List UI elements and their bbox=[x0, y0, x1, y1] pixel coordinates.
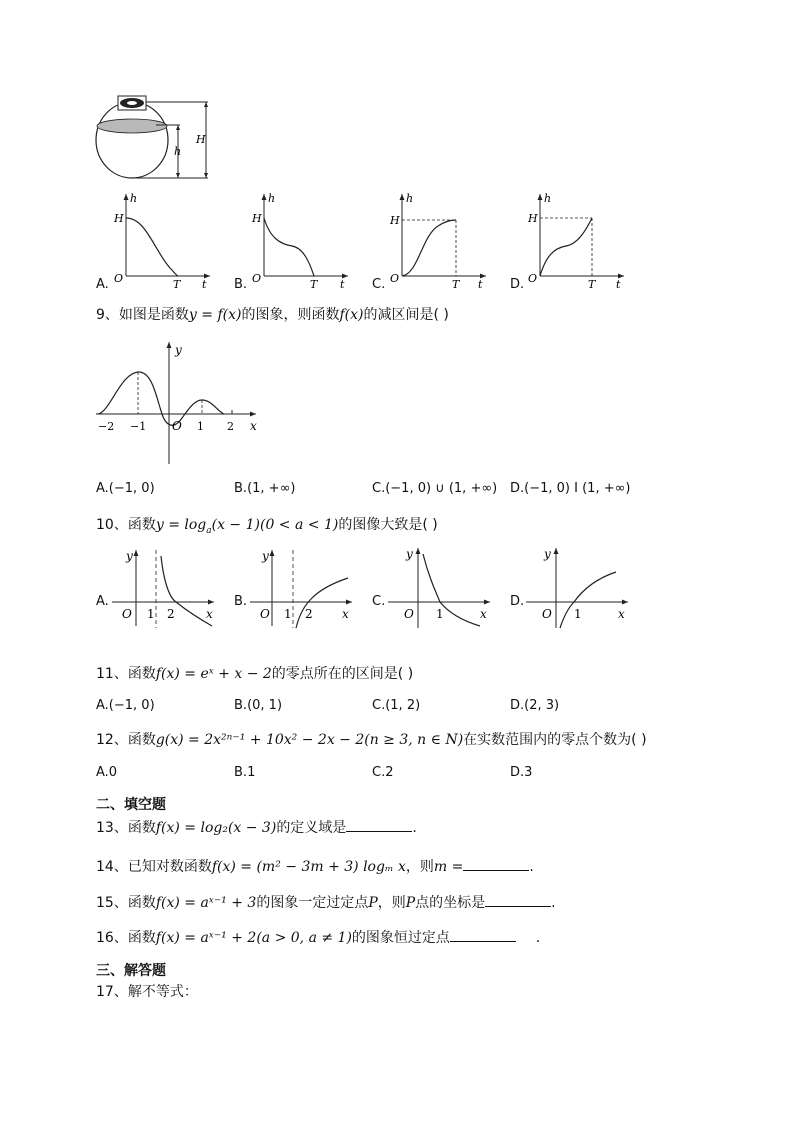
svg-text:1: 1 bbox=[574, 607, 582, 621]
q14-stem: 14、已知对数函数f(x) = (m² − 3m + 3) logₘ x，则m = . bbox=[96, 856, 534, 876]
q13-answer-blank[interactable] bbox=[346, 817, 412, 832]
q11-option-b[interactable]: B.(0, 1) bbox=[234, 698, 283, 713]
q12-option-c[interactable]: C.2 bbox=[372, 765, 394, 780]
q11-option-c[interactable]: C.(1, 2) bbox=[372, 698, 421, 713]
svg-text:x: x bbox=[480, 607, 487, 621]
svg-text:H: H bbox=[252, 212, 262, 225]
q13-stem: 13、函数f(x) = log₂(x − 3)的定义域是 . bbox=[96, 817, 417, 837]
svg-text:H: H bbox=[390, 214, 400, 227]
q10-graph-a bbox=[110, 546, 220, 632]
q15-answer-blank[interactable] bbox=[485, 892, 551, 907]
q8-option-c[interactable]: C. bbox=[372, 277, 386, 292]
svg-text:2: 2 bbox=[227, 420, 234, 433]
svg-text:O: O bbox=[260, 607, 270, 621]
q9-option-c[interactable]: C.(−1, 0) ∪ (1, +∞) bbox=[372, 481, 498, 496]
svg-text:y: y bbox=[544, 547, 551, 561]
svg-text:t: t bbox=[340, 278, 345, 290]
q8-option-d[interactable]: D. bbox=[510, 277, 525, 292]
q17-stem: 17、解不等式： bbox=[96, 984, 198, 1000]
section-solve-title: 三、解答题 bbox=[96, 963, 166, 979]
label-h: h bbox=[174, 145, 182, 158]
q9-option-d[interactable]: D.(−1, 0) I (1, +∞) bbox=[510, 481, 631, 496]
q11-option-d[interactable]: D.(2, 3) bbox=[510, 698, 560, 713]
q8-graph-a bbox=[110, 190, 215, 290]
svg-text:x: x bbox=[618, 607, 625, 621]
svg-text:y: y bbox=[175, 343, 182, 357]
svg-text:x: x bbox=[250, 419, 257, 433]
q10-option-b[interactable]: B. bbox=[234, 594, 248, 609]
svg-text:x: x bbox=[206, 607, 213, 621]
q10-option-d[interactable]: D. bbox=[510, 594, 525, 609]
q11-stem: 11、函数f(x) = eˣ + x − 2的零点所在的区间是( ) bbox=[96, 666, 414, 682]
svg-text:O: O bbox=[404, 607, 414, 621]
svg-text:h: h bbox=[544, 192, 552, 205]
section-fill-in-title: 二、填空题 bbox=[96, 797, 166, 813]
svg-text:T: T bbox=[173, 278, 181, 290]
svg-text:2: 2 bbox=[167, 607, 175, 621]
q12-option-d[interactable]: D.3 bbox=[510, 765, 533, 780]
q9-option-a[interactable]: A.(−1, 0) bbox=[96, 481, 155, 496]
svg-text:T: T bbox=[588, 278, 596, 290]
svg-text:h: h bbox=[130, 192, 138, 205]
q10-graph-d bbox=[524, 544, 634, 632]
q12-option-b[interactable]: B.1 bbox=[234, 765, 256, 780]
svg-text:1: 1 bbox=[436, 607, 444, 621]
svg-text:−2: −2 bbox=[98, 420, 115, 433]
svg-text:H: H bbox=[114, 212, 124, 225]
svg-text:O: O bbox=[528, 272, 538, 285]
q8-option-a[interactable]: A. bbox=[96, 277, 109, 292]
svg-text:y: y bbox=[126, 549, 133, 563]
svg-text:1: 1 bbox=[197, 420, 204, 433]
q14-answer-blank[interactable] bbox=[463, 856, 529, 871]
q9-option-b[interactable]: B.(1, +∞) bbox=[234, 481, 296, 496]
q10-stem: 10、函数$y = \log_a(x - 1)(0 < a < 1)$的图像大致是( ) bbox=[96, 517, 438, 536]
svg-text:H: H bbox=[528, 212, 538, 225]
svg-text:O: O bbox=[122, 607, 132, 621]
svg-text:O: O bbox=[542, 607, 552, 621]
q16-answer-blank[interactable] bbox=[450, 927, 516, 942]
q12-stem: 12、函数g(x) = 2x²ⁿ⁻¹ + 10x² − 2x − 2(n ≥ 3, n ∈ N)在实数范围内的零点个数为( ) bbox=[96, 732, 647, 748]
q8-graph-d bbox=[524, 190, 629, 290]
svg-text:T: T bbox=[310, 278, 318, 290]
container-figure bbox=[90, 92, 220, 184]
svg-text:1: 1 bbox=[284, 607, 292, 621]
q8-graph-c bbox=[386, 190, 491, 290]
svg-text:O: O bbox=[114, 272, 124, 285]
q15-stem: 15、函数f(x) = aˣ⁻¹ + 3的图象一定过定点P，则P点的坐标是 . bbox=[96, 892, 556, 912]
q16-stem: 16、函数f(x) = aˣ⁻¹ + 2(a > 0, a ≠ 1)的图象恒过定点 . bbox=[96, 927, 540, 947]
svg-text:O: O bbox=[390, 272, 400, 285]
label-H: H bbox=[196, 133, 206, 146]
q9-function-graph bbox=[96, 338, 266, 468]
q9-stem: 9、如图是函数y = f(x)的图象，则函数f(x)的减区间是( ) bbox=[96, 307, 449, 323]
q10-option-c[interactable]: C. bbox=[372, 594, 386, 609]
q10-graph-b bbox=[248, 546, 358, 632]
svg-text:1: 1 bbox=[147, 607, 155, 621]
q12-option-a[interactable]: A.0 bbox=[96, 765, 118, 780]
svg-text:y: y bbox=[406, 547, 413, 561]
svg-text:−1: −1 bbox=[130, 420, 147, 433]
svg-text:x: x bbox=[342, 607, 349, 621]
svg-text:t: t bbox=[616, 278, 621, 290]
svg-text:h: h bbox=[268, 192, 276, 205]
q10-graph-c bbox=[386, 544, 496, 632]
q11-option-a[interactable]: A.(−1, 0) bbox=[96, 698, 155, 713]
svg-text:t: t bbox=[202, 278, 207, 290]
q8-graph-b bbox=[248, 190, 353, 290]
q10-option-a[interactable]: A. bbox=[96, 594, 109, 609]
svg-text:O: O bbox=[172, 419, 182, 433]
svg-text:2: 2 bbox=[305, 607, 313, 621]
svg-text:T: T bbox=[452, 278, 460, 290]
svg-text:O: O bbox=[252, 272, 262, 285]
q8-option-b[interactable]: B. bbox=[234, 277, 248, 292]
svg-text:t: t bbox=[478, 278, 483, 290]
svg-text:y: y bbox=[262, 549, 269, 563]
svg-text:h: h bbox=[406, 192, 414, 205]
